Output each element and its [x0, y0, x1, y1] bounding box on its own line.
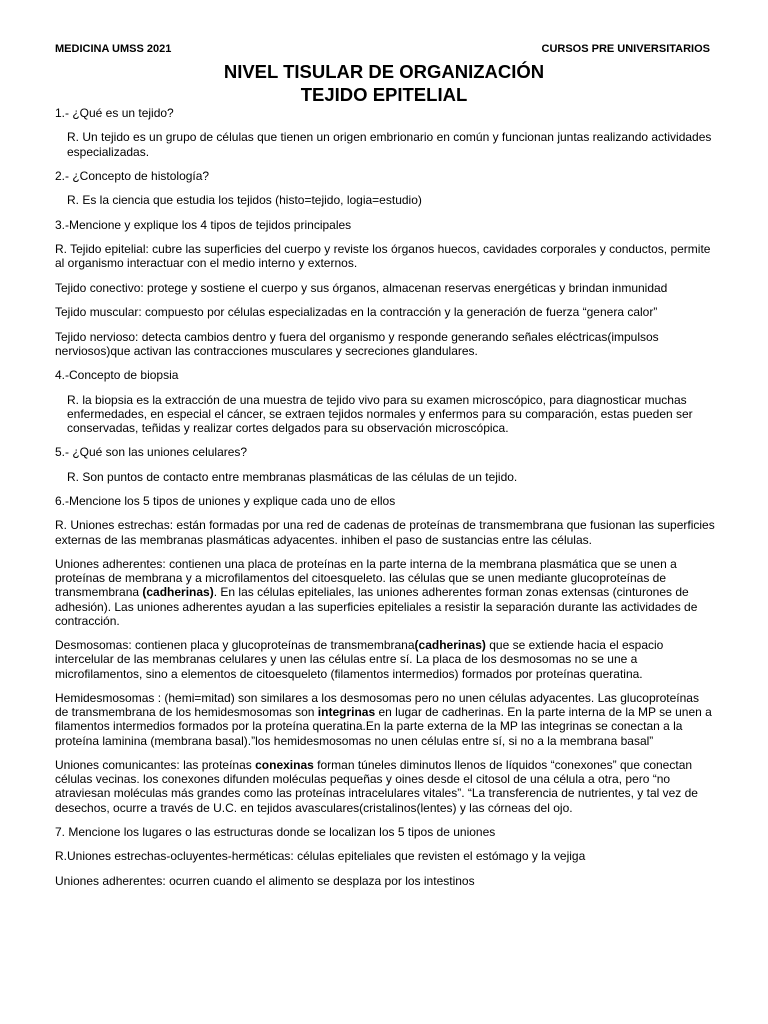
answer-6-desmosomas-text-2: que se extiende hacia el espacio intercelular de las membranas celulares y unen las células entre sí. La placa de los desmosomas no se une a microfilamentos, sino a elementos de citoesqueleto (filamentos intermedios) formados por proteínas queratina. [55, 638, 664, 681]
answer-6-adherentes [55, 557, 715, 628]
answer-6-hemidesmosomas-text-2: en lugar de cadherinas. En la parte interna de la MP se unen a filamentos intermedios formados por la proteína queratina.En la parte externa de la MP las integrinas se conectan a la proteína laminina (membrana basal).”los hemidesmosomas no unen células entre sí, si no a la membrana basal” [55, 705, 712, 748]
answer-3-nervioso: Tejido nervioso: detecta cambios dentro y fuera del organismo y responde generando señales eléctricas(impulsos nerviosos)que activan las contracciones musculares y secreciones glandulares. [55, 329, 659, 358]
answer-3-muscular: Tejido muscular: compuesto por células especializadas en la contracción y la generación de fuerza “genera calor” [55, 305, 658, 320]
answer-6-hemidesmosomas-text-1: Hemidesmosomas : (hemi=mitad) son similares a los desmosomas pero no unen células adyacentes. Las glucoproteínas de transmembrana de los hemidesmosomas son [55, 691, 699, 720]
document-title: NIVEL TISULAR DE ORGANIZACIÓN [223, 61, 545, 82]
answer-6-adherentes-text-2: . En las células epiteliales, las uniones adherentes forman zonas extensas (cinturones de adhesión). Las uniones adherentes ayudan a las superficies epiteliales a resistir la separación durante las actividades de contracción. [55, 585, 698, 628]
answer-6-hemidesmosomas-bold: integrinas [317, 705, 376, 720]
question-3: 3.-Mencione y explique los 4 tipos de tejidos principales [55, 217, 352, 232]
answer-6-desmosomas [55, 638, 715, 681]
question-7: 7. Mencione los lugares o las estructuras donde se localizan los 5 tipos de uniones [55, 825, 496, 840]
question-1: 1.- ¿Qué es un tejido? [55, 106, 174, 120]
answer-7-estrechas: R.Uniones estrechas-ocluyentes-herméticas: células epiteliales que revisten el estómago y la vejiga [55, 849, 586, 864]
header-right-text: CURSOS PRE UNIVERSITARIOS [541, 43, 710, 55]
answer-6-comunicantes-bold: conexinas [255, 758, 314, 773]
question-4: 4.-Concepto de biopsia [55, 368, 179, 383]
answer-3-epitelial: R. Tejido epitelial: cubre las superficies del cuerpo y reviste los órganos huecos, cavidades corporales y conductos, permite al organismo interactuar con el medio interno y externos. [55, 242, 711, 271]
answer-6-adherentes-text-1: Uniones adherentes: contienen una placa de proteínas en la parte interna de la membrana plasmática que se unen a proteínas de membrana y a microfilamentos del citoesqueleto. las células que se unen mediante glucoproteínas de transmembrana [55, 557, 677, 600]
document-body [55, 106, 715, 898]
answer-6-estrechas: R. Uniones estrechas: están formadas por una red de cadenas de proteínas de transmembrana que fusionan las superficies externas de las membranas plasmáticas adyacentes. inhiben el paso de sustancias entre las células. [55, 518, 715, 547]
answer-6-comunicantes [55, 758, 715, 815]
question-2: 2.- ¿Concepto de histología? [55, 168, 210, 183]
document-subtitle: TEJIDO EPITELIAL [300, 84, 468, 105]
answer-6-comunicantes-text-2: forman túneles diminutos llenos de líquidos “conexones” que conectan células vecinas. los conexones difunden moléculas pequeñas y oines desde el citosol de una célula a otra, pero “no atraviesan moléculas más grandes como las proteínas intracelulares vitales”. “La transferencia de nutrientes, y tal vez de desechos, ocurre a través de U.C. en tejidos avasculares(cristalinos(lentes) y las córneas del ojo. [55, 758, 698, 815]
answer-6-adherentes-bold: (cadherinas) [142, 585, 214, 600]
answer-1: R. Un tejido es un grupo de células que tienen un origen embrionario en común y funcionan juntas realizando actividades especializadas. [67, 130, 712, 159]
answer-6-desmosomas-bold: (cadherinas) [414, 638, 486, 653]
header-left-text: MEDICINA UMSS 2021 [55, 43, 172, 55]
answer-6-hemidesmosomas [55, 691, 715, 748]
answer-4: R. la biopsia es la extracción de una muestra de tejido vivo para su examen microscópico, para diagnosticar muchas enfermedades, en especial el cáncer, se extraen tejidos normales y enfermos para su comparación, estas pueden ser conservadas, teñidas y realizar cortes delgados para su observación microscópica. [67, 392, 693, 435]
answer-6-desmosomas-text-1: Desmosomas: contienen placa y glucoproteínas de transmembrana [55, 638, 415, 653]
answer-7-adherentes: Uniones adherentes: ocurren cuando el alimento se desplaza por los intestinos [55, 873, 475, 888]
answer-3-conectivo: Tejido conectivo: protege y sostiene el cuerpo y sus órganos, almacenan reservas energéticas y brindan inmunidad [55, 280, 668, 295]
answer-5: R. Son puntos de contacto entre membranas plasmáticas de las células de un tejido. [67, 469, 518, 484]
question-5: 5.- ¿Qué son las uniones celulares? [55, 445, 248, 460]
answer-6-comunicantes-text-1: Uniones comunicantes: las proteínas [55, 758, 256, 773]
answer-2: R. Es la ciencia que estudia los tejidos (histo=tejido, logia=estudio) [67, 193, 422, 208]
question-6: 6.-Mencione los 5 tipos de uniones y explique cada uno de ellos [55, 494, 396, 509]
